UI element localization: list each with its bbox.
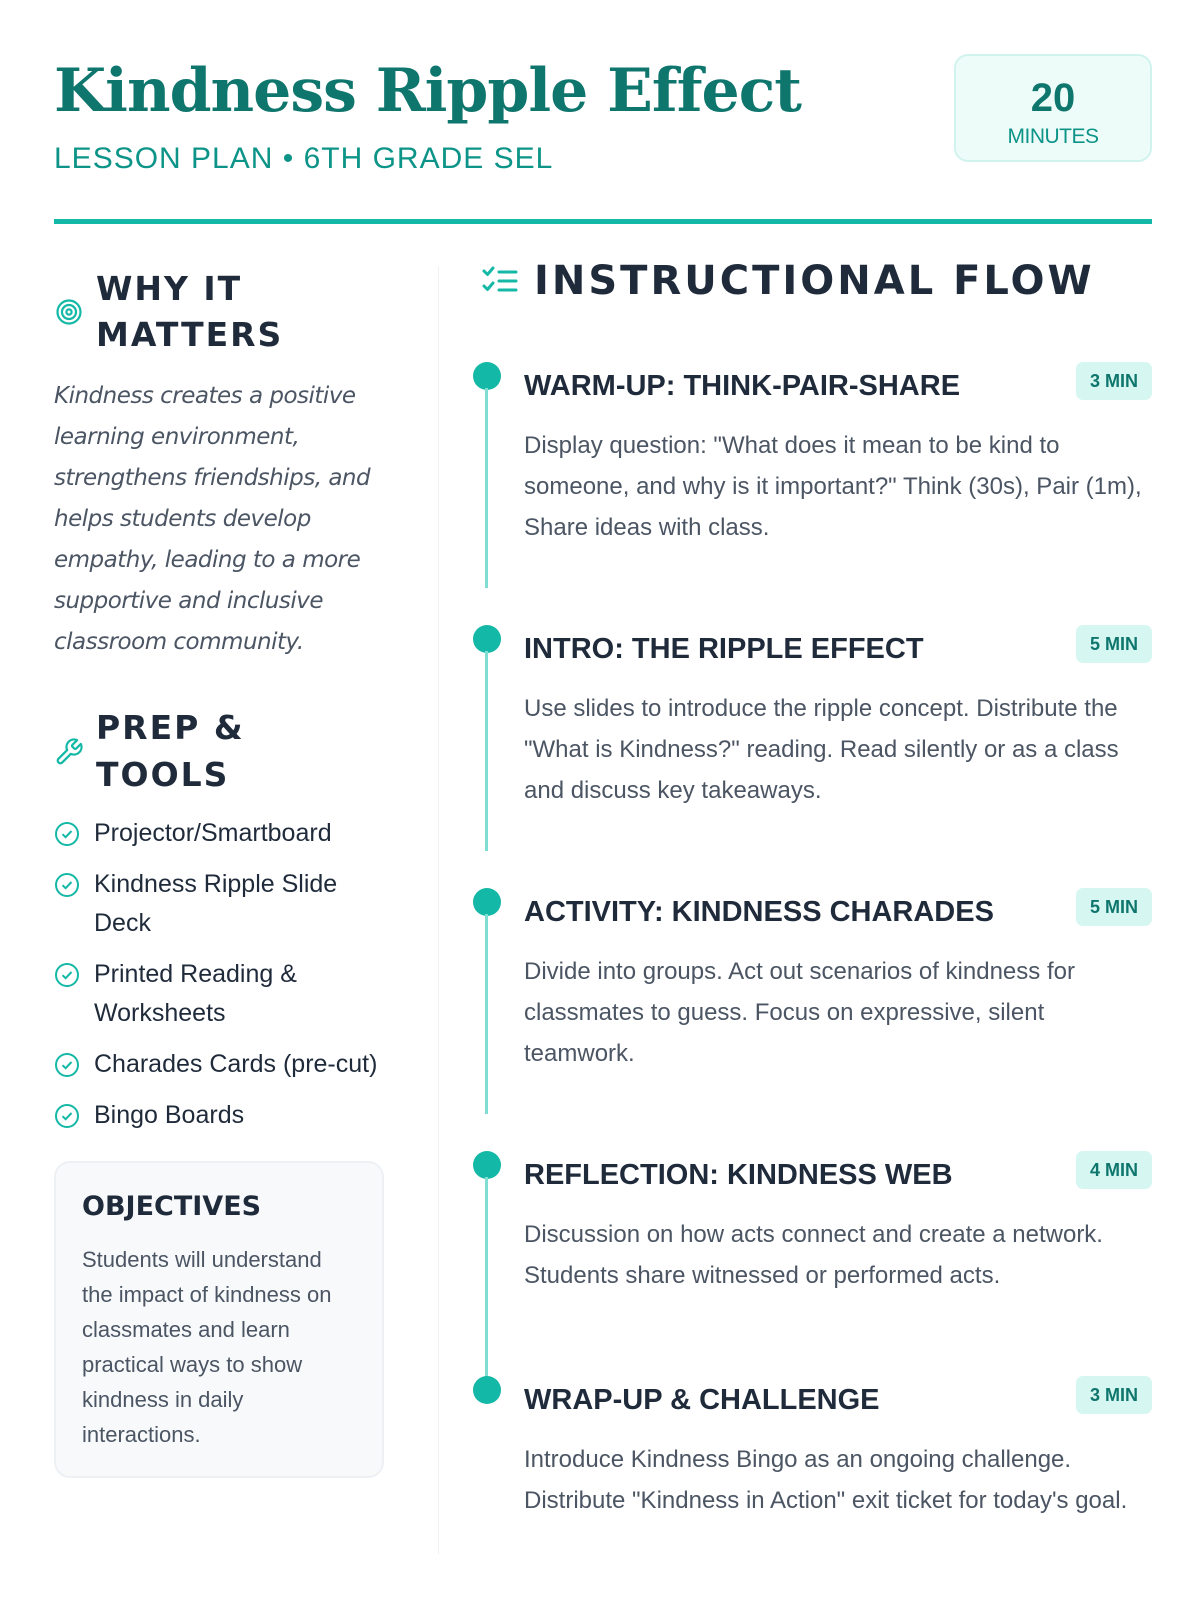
time-badge: 5 MIN <box>1076 888 1152 926</box>
timeline-step <box>480 1376 1152 1576</box>
check-circle-icon <box>54 1103 80 1129</box>
step-description: Display question: "What does it mean to be kind to someone, and why is it important?" Think (30s), Pair (1m), Share ideas with class. <box>524 432 1142 541</box>
list-check-icon <box>480 261 520 301</box>
list-item <box>54 1045 384 1084</box>
time-badge: 4 MIN <box>1076 1151 1152 1189</box>
step-title: ACTIVITY: KINDNESS CHARADES <box>524 896 994 928</box>
timeline-dot <box>473 888 501 916</box>
time-badge: 3 MIN <box>1076 1376 1152 1414</box>
duration-value: 20 <box>1030 76 1076 120</box>
list-item <box>54 814 384 853</box>
duration-unit: MINUTES <box>1007 125 1099 148</box>
duration-badge <box>954 54 1152 162</box>
timeline-line <box>485 388 488 588</box>
step-description: Use slides to introduce the ripple concept. Distribute the "What is Kindness?" reading. Read silently or as a class and discuss key takeaways. <box>524 695 1119 804</box>
tools-list <box>54 814 384 1135</box>
timeline-dot <box>473 362 501 390</box>
list-item <box>54 1096 384 1135</box>
step-description: Discussion on how acts connect and create a network. Students share witnessed or performed acts. <box>524 1221 1103 1289</box>
time-badge: 3 MIN <box>1076 362 1152 400</box>
check-circle-icon <box>54 962 80 988</box>
objectives-title: OBJECTIVES <box>82 1190 262 1222</box>
step-title: INTRO: THE RIPPLE EFFECT <box>524 633 924 665</box>
why-heading <box>54 266 384 358</box>
prep-heading <box>54 705 384 797</box>
flow-heading <box>480 258 1152 304</box>
timeline-dot <box>473 625 501 653</box>
list-item <box>54 955 384 1033</box>
wrench-icon <box>54 737 84 767</box>
timeline <box>480 362 1152 1576</box>
timeline-dot <box>473 1151 501 1179</box>
check-circle-icon <box>54 872 80 898</box>
check-circle-icon <box>54 821 80 847</box>
step-title: WARM-UP: THINK-PAIR-SHARE <box>524 370 961 402</box>
step-description: Introduce Kindness Bingo as an ongoing challenge. Distribute "Kindness in Action" exit ticket for today's goal. <box>524 1446 1128 1514</box>
timeline-line <box>485 914 488 1114</box>
target-icon <box>54 297 84 327</box>
tool-label: Printed Reading & Worksheets <box>94 959 297 1027</box>
objectives-card <box>54 1161 384 1478</box>
timeline-dot <box>473 1376 501 1404</box>
why-title: WHY IT MATTERS <box>96 269 284 355</box>
tool-label: Bingo Boards <box>94 1100 245 1129</box>
flow-title: INSTRUCTIONAL FLOW <box>534 258 1095 304</box>
step-title: WRAP-UP & CHALLENGE <box>524 1384 880 1416</box>
tool-label: Charades Cards (pre-cut) <box>94 1049 378 1078</box>
page-title: Kindness Ripple Effect <box>54 56 801 126</box>
timeline-line <box>485 651 488 851</box>
tool-label: Kindness Ripple Slide Deck <box>94 869 338 937</box>
step-title: REFLECTION: KINDNESS WEB <box>524 1159 953 1191</box>
page-header <box>54 52 1152 224</box>
list-item <box>54 865 384 943</box>
timeline-step <box>480 625 1152 888</box>
page-subtitle: LESSON PLAN • 6TH GRADE SEL <box>54 142 554 175</box>
timeline-step <box>480 888 1152 1151</box>
column-divider <box>438 266 439 1554</box>
objectives-text: Students will understand the impact of kindness on classmates and learn practical ways to show kindness in daily interactions. <box>82 1246 332 1447</box>
timeline-step <box>480 362 1152 625</box>
time-badge: 5 MIN <box>1076 625 1152 663</box>
prep-title: PREP & TOOLS <box>96 708 245 794</box>
timeline-step <box>480 1151 1152 1376</box>
tool-label: Projector/Smartboard <box>94 818 332 847</box>
step-description: Divide into groups. Act out scenarios of kindness for classmates to guess. Focus on expressive, silent teamwork. <box>524 958 1075 1067</box>
right-column <box>480 258 1152 1576</box>
timeline-line <box>485 1177 488 1377</box>
why-text: Kindness creates a positive learning environment, strengthens friendships, and helps students develop empathy, leading to a more supportive and inclusive classroom community. <box>54 383 371 656</box>
check-circle-icon <box>54 1052 80 1078</box>
left-column <box>54 266 384 1478</box>
